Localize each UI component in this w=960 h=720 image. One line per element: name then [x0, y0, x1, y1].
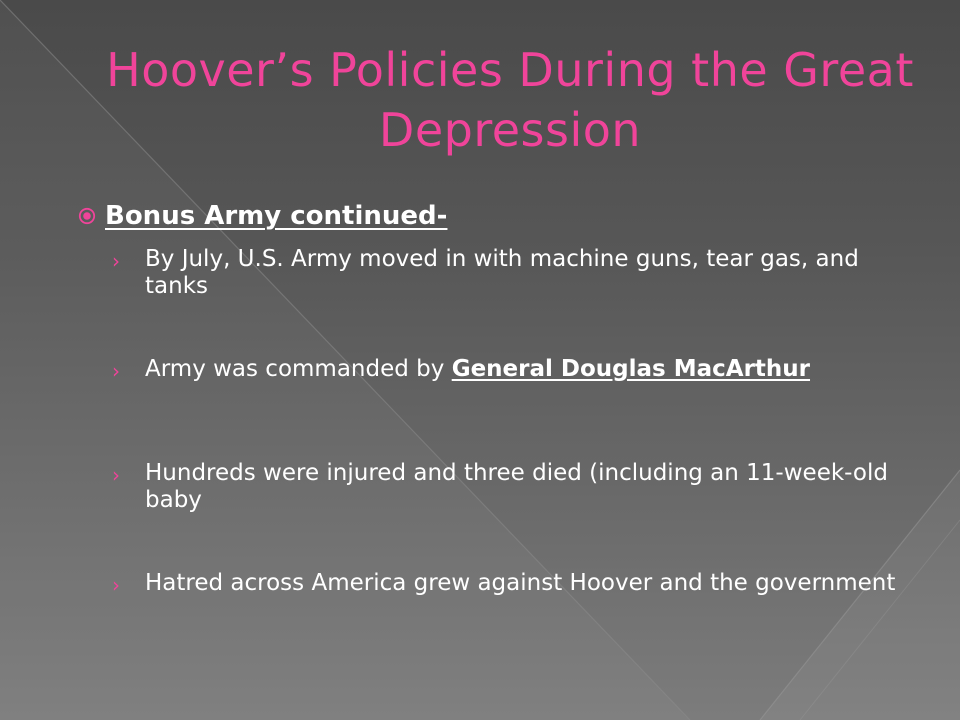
chevron-right-icon: › [112, 359, 120, 383]
commander-name: General Douglas MacArthur [451, 356, 811, 382]
circle-bullet-icon [78, 207, 96, 225]
chevron-right-icon: › [112, 573, 120, 597]
chevron-right-icon: › [112, 463, 120, 487]
sub-bullet-text: By July, U.S. Army moved in with machine guns, tear gas, and tanks [145, 246, 859, 299]
sub-bullet-text-plain: Army was commanded by [145, 356, 452, 382]
sub-bullet-text: Hatred across America grew against Hoover and the government [145, 570, 896, 596]
slide-title: Hoover’s Policies During the Great Depression [106, 43, 914, 157]
main-bullet-text: Bonus Army continued- [105, 201, 448, 231]
sub-bullet-text [145, 356, 915, 383]
sub-bullet-text: Hundreds were injured and three died (including an 11-week-old baby [145, 460, 888, 513]
chevron-right-icon: › [112, 249, 120, 273]
